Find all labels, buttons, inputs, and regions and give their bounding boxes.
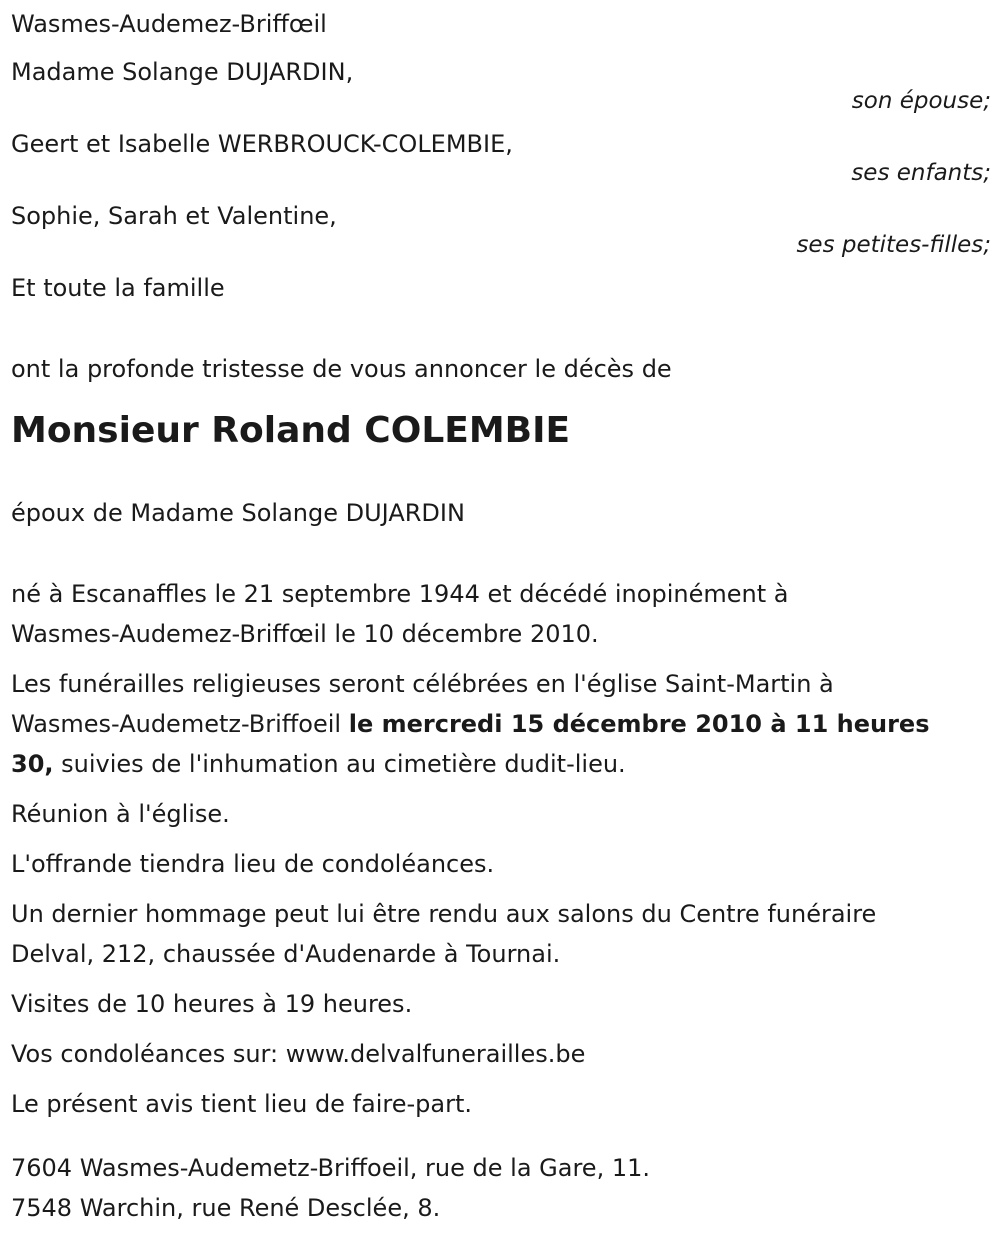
funeral-date: le mercredi 15 décembre 2010 à 11 heures (348, 710, 930, 738)
tribute-line-2: Delval, 212, chaussée d'Audenarde à Tournai. (11, 940, 561, 968)
family-list (11, 52, 991, 308)
family-name: Geert et Isabelle WERBROUCK-COLEMBIE, (11, 130, 513, 158)
family-name: Madame Solange DUJARDIN, (11, 58, 354, 86)
family-name: Sophie, Sarah et Valentine, (11, 202, 337, 230)
family-entry-others (11, 268, 991, 308)
funeral-place: Wasmes-Audemetz-Briffoeil (11, 710, 349, 738)
funeral-line-1: Les funérailles religieuses seront célébrées en l'église Saint-Martin à (11, 670, 834, 698)
notice-text: Le présent avis tient lieu de faire-part. (11, 1090, 473, 1118)
address-line: 7548 Warchin, rue René Desclée, 8. (11, 1194, 441, 1222)
funeral-line-2 (11, 704, 991, 744)
address-block (11, 1148, 991, 1228)
spouse-line: époux de Madame Solange DUJARDIN (11, 499, 465, 527)
town-header: Wasmes-Audemez-Briffœil (11, 10, 327, 38)
family-entry-grandchildren (11, 196, 991, 260)
family-entry-spouse (11, 52, 991, 116)
obituary-notice (11, 4, 991, 1228)
deceased-name: Monsieur Roland COLEMBIE (11, 410, 571, 451)
family-relation: son épouse; (851, 88, 991, 114)
birth-death-line-1: né à Escanaffles le 21 septembre 1944 et décédé inopinément à (11, 580, 789, 608)
family-relation: ses petites-filles; (796, 232, 991, 258)
funeral-time-minutes: 30, (11, 750, 54, 778)
family-relation: ses enfants; (851, 160, 991, 186)
birth-death-line-2: Wasmes-Audemez-Briffœil le 10 décembre 2010. (11, 620, 599, 648)
condolences-text: Vos condoléances sur: www.delvalfunerailles.be (11, 1040, 586, 1068)
family-name: Et toute la famille (11, 274, 225, 302)
funeral-paragraph (11, 664, 991, 784)
funeral-burial: suivies de l'inhumation au cimetière dudit-lieu. (53, 750, 626, 778)
birth-death-paragraph (11, 574, 991, 654)
tribute-line-1: Un dernier hommage peut lui être rendu aux salons du Centre funéraire (11, 900, 877, 928)
family-entry-children (11, 124, 991, 188)
tribute-paragraph (11, 894, 991, 974)
announcement-text: ont la profonde tristesse de vous annoncer le décès de (11, 355, 672, 383)
funeral-line-3 (11, 744, 991, 784)
address-line: 7604 Wasmes-Audemetz-Briffoeil, rue de la Gare, 11. (11, 1154, 650, 1182)
offering-text: L'offrande tiendra lieu de condoléances. (11, 850, 495, 878)
visits-text: Visites de 10 heures à 19 heures. (11, 990, 413, 1018)
reunion-text: Réunion à l'église. (11, 800, 230, 828)
